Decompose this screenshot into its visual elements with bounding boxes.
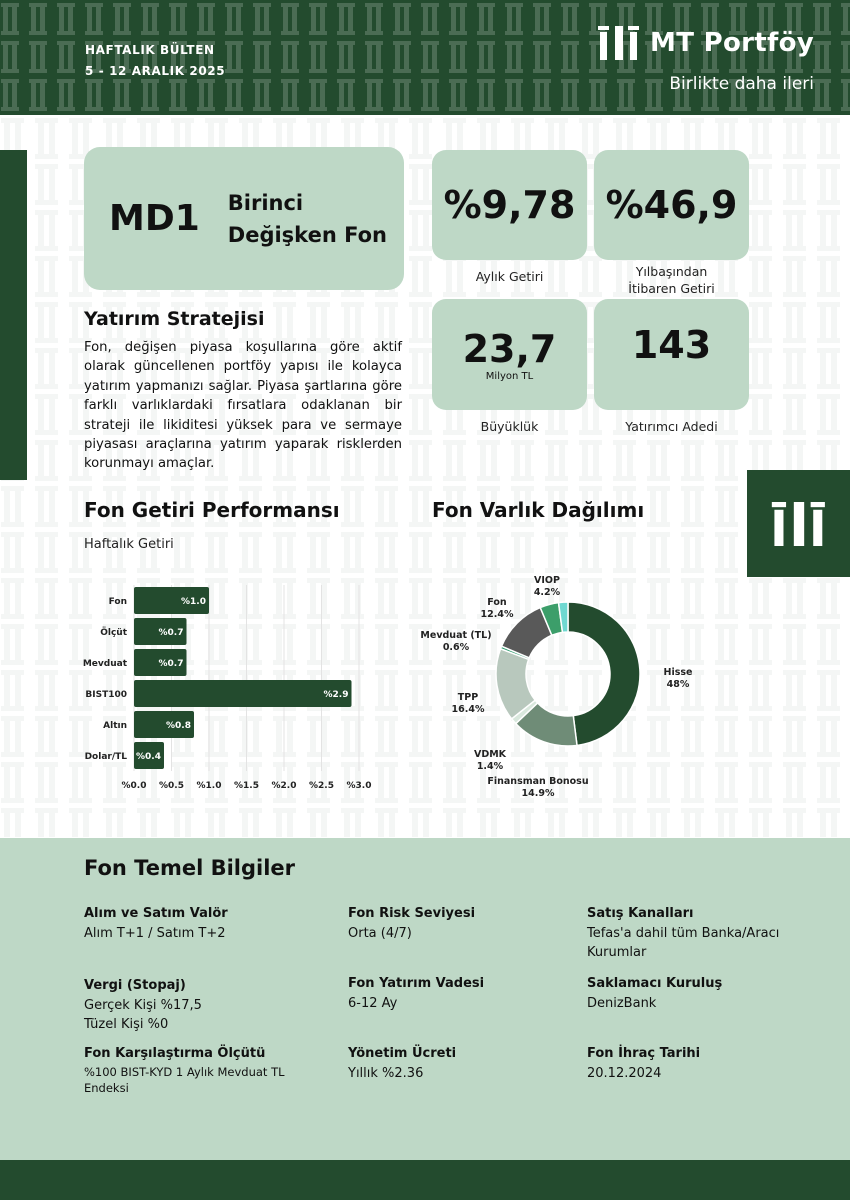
stat-label-size: Büyüklük (480, 419, 539, 434)
info-benchmark (84, 1046, 314, 1096)
category-label: Fon (108, 597, 127, 607)
slice-value-label: 14.9% (521, 788, 555, 799)
slice-name-label: Hisse (663, 667, 693, 678)
x-tick-label: %0.0 (121, 781, 147, 791)
category-label: Dolar/TL (84, 752, 127, 762)
info-fee (348, 1046, 568, 1083)
info-issue-date (587, 1046, 817, 1083)
left-accent-bar (0, 150, 27, 480)
info-head: Fon Karşılaştırma Ölçütü (84, 1046, 266, 1061)
slice-value-label: 12.4% (480, 609, 514, 620)
strategy-text: Fon, değişen piyasa koşullarına göre aktif olarak güncellenen portföy yapısı ile kolayca yatırım yapmanızı sağlar. Piyasa şartlarına göre farklı varlıklardaki fırsatlara odaklanan bir strateji ile likiditesi yüksek para ve sermaye piyasası araçlarına yatırım yaparak risklerden korunmayı amaçlar. (84, 340, 402, 472)
info-value: Gerçek Kişi %17,5 (84, 998, 202, 1013)
stat-card-size (432, 299, 587, 410)
footer-band (0, 1160, 850, 1200)
info-channels (587, 906, 817, 962)
stat-label-ytd-return: Yılbaşından İtibaren Getiri (628, 264, 715, 296)
slice-name-label: VDMK (473, 749, 507, 760)
x-tick-label: %1.5 (234, 781, 259, 791)
donut-slice (568, 602, 640, 745)
info-valor (84, 906, 324, 943)
bar-value-label: %0.8 (166, 721, 191, 731)
info-title: Fon Temel Bilgiler (84, 856, 296, 880)
stat-card-ytd-return (594, 150, 749, 260)
allocation-donut-chart (410, 560, 740, 810)
slice-value-label: 16.4% (451, 704, 485, 715)
bulletin-date: 5 - 12 ARALIK 2025 (85, 64, 226, 78)
info-risk (348, 906, 568, 943)
allocation-title: Fon Varlık Dağılımı (432, 498, 645, 522)
info-value: %100 BIST-KYD 1 Aylık Mevduat TL Endeksi (84, 1065, 285, 1095)
info-value: Tefas'a dahil tüm Banka/Aracı Kurumlar (587, 926, 780, 960)
stat-card-investors (594, 299, 749, 410)
bar-value-label: %0.4 (136, 752, 161, 762)
x-tick-label: %0.5 (159, 781, 184, 791)
x-tick-label: %3.0 (346, 781, 372, 791)
slice-value-label: 0.6% (442, 642, 470, 653)
info-value: Orta (4/7) (348, 926, 412, 941)
info-head: Vergi (Stopaj) (84, 978, 186, 993)
info-head: Fon Risk Seviyesi (348, 906, 476, 921)
stat-unit: Milyon TL (485, 371, 534, 382)
performance-subtitle: Haftalık Getiri (84, 537, 174, 552)
info-value: Alım T+1 / Satım T+2 (84, 926, 226, 941)
performance-title: Fon Getiri Performansı (84, 498, 340, 522)
info-term (348, 976, 568, 1013)
fund-name: Birinci Değişken Fon (227, 190, 387, 247)
stat-value: 23,7 (462, 327, 557, 371)
brand-logo-icon (771, 502, 827, 546)
info-head: Fon Yatırım Vadesi (348, 976, 485, 991)
brand (598, 26, 814, 94)
performance-bar-chart (70, 570, 410, 795)
slice-name-label: TPP (457, 692, 479, 703)
stat-card-monthly-return (432, 150, 587, 260)
bar-value-label: %0.7 (158, 628, 184, 638)
slice-name-label: Mevduat (TL) (420, 630, 492, 641)
category-label: BIST100 (85, 690, 127, 700)
info-value: 6-12 Ay (348, 996, 398, 1011)
slice-value-label: 4.2% (533, 587, 561, 598)
slice-name-label: VIOP (534, 575, 560, 586)
info-value: Yıllık %2.36 (348, 1066, 424, 1081)
info-head: Fon İhraç Tarihi (587, 1046, 701, 1061)
stat-value: %9,78 (443, 183, 576, 227)
header-band (0, 0, 850, 115)
slice-value-label: 1.4% (476, 761, 504, 772)
bulletin-heading (85, 40, 225, 82)
brand-logo-icon (598, 26, 640, 60)
fund-name-card (84, 147, 404, 290)
slice-name-label: Finansman Bonosu (487, 776, 589, 787)
fund-code: MD1 (109, 198, 200, 239)
strategy-title: Yatırım Stratejisi (84, 308, 265, 330)
stat-label-investors: Yatırımcı Adedi (625, 419, 718, 434)
category-label: Ölçüt (100, 628, 127, 638)
category-label: Mevduat (82, 659, 127, 669)
stat-value: %46,9 (605, 183, 738, 227)
x-tick-label: %2.5 (309, 781, 334, 791)
info-head: Satış Kanalları (587, 906, 694, 921)
info-custodian (587, 976, 817, 1013)
slice-name-label: Fon (487, 597, 507, 608)
side-logo-box (747, 470, 850, 577)
stat-value: 143 (631, 323, 712, 367)
bar-value-label: %2.9 (323, 690, 349, 700)
bar (134, 680, 352, 707)
info-value: 20.12.2024 (587, 1066, 662, 1081)
bulletin-title: HAFTALIK BÜLTEN (85, 43, 215, 57)
info-tax (84, 978, 324, 1034)
category-label: Altın (103, 721, 127, 731)
bar-value-label: %0.7 (158, 659, 184, 669)
x-tick-label: %1.0 (196, 781, 222, 791)
info-head: Alım ve Satım Valör (84, 906, 228, 921)
brand-name: MT Portföy (650, 28, 814, 58)
bar-value-label: %1.0 (181, 597, 206, 607)
slice-value-label: 48% (666, 679, 690, 690)
info-value: DenizBank (587, 996, 657, 1011)
info-value: Tüzel Kişi %0 (84, 1017, 169, 1032)
stat-label-monthly-return: Aylık Getiri (475, 269, 544, 284)
info-head: Saklamacı Kuruluş (587, 976, 723, 991)
info-head: Yönetim Ücreti (348, 1046, 457, 1061)
x-tick-label: %2.0 (271, 781, 297, 791)
brand-tagline: Birlikte daha ileri (669, 74, 814, 94)
